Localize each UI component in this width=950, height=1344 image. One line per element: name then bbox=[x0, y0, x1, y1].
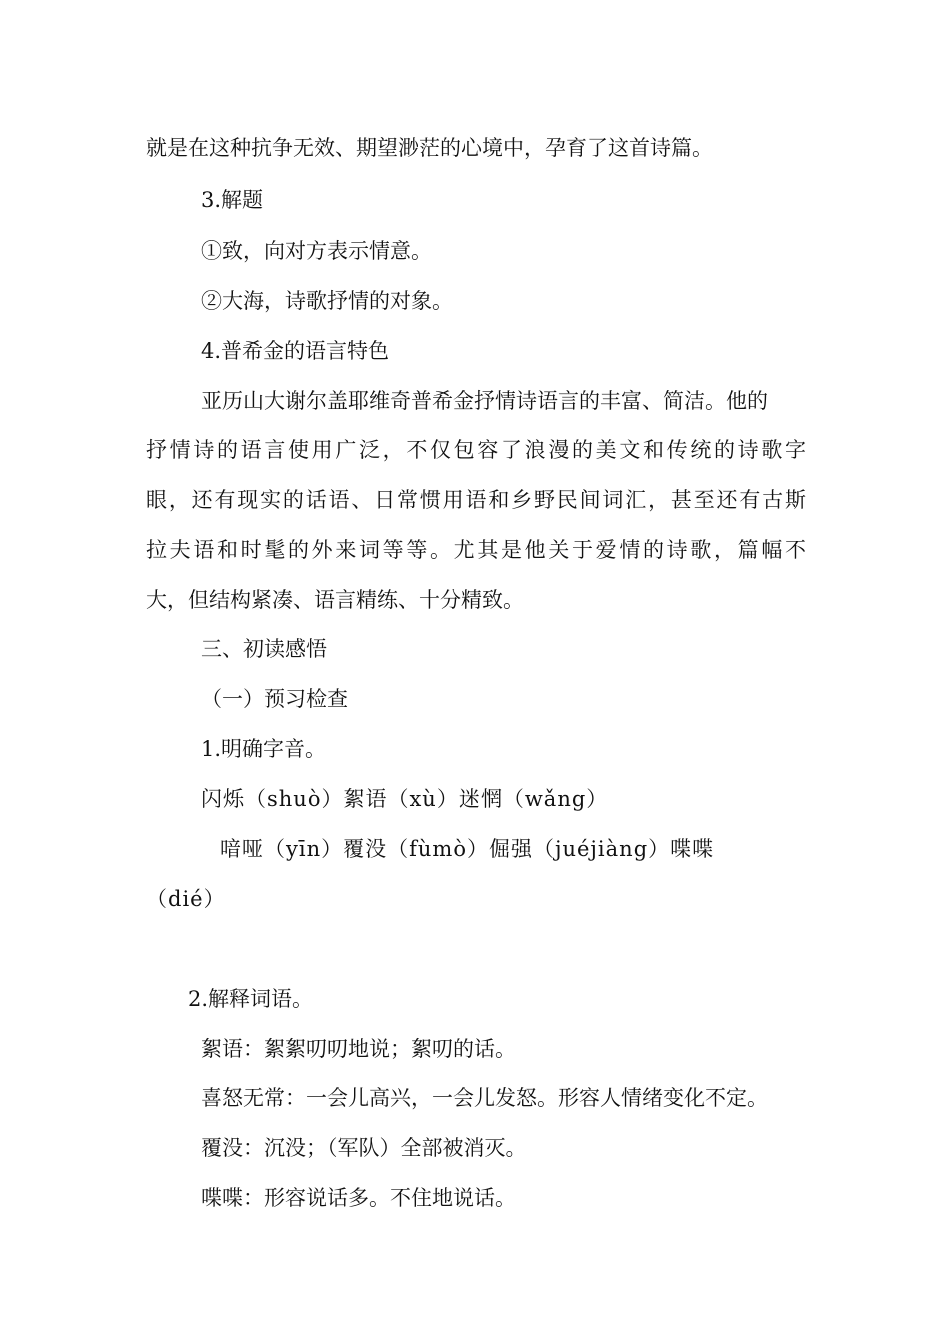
pronunciation-heading: 1.明确字音。 bbox=[201, 737, 327, 761]
section3-heading: 3.解题 bbox=[201, 188, 264, 212]
part3-heading: 三、初读感悟 bbox=[201, 637, 327, 661]
vocabulary-entry: 覆没：沉没；（军队）全部被消灭。 bbox=[201, 1136, 527, 1160]
pronunciation-line-2: 喑哑（yīn）覆没（fùmò）倔强（juéjiàng）喋喋 bbox=[220, 837, 715, 861]
paragraph-line-5: 大，但结构紧凑、语言精练、十分精致。 bbox=[146, 588, 524, 612]
section3-item-1: ①致，向对方表示情意。 bbox=[201, 239, 432, 263]
vocabulary-entry: 喋喋：形容说话多。不住地说话。 bbox=[201, 1186, 516, 1210]
intro-line: 就是在这种抗争无效、期望渺茫的心境中，孕育了这首诗篇。 bbox=[146, 136, 713, 160]
pronunciation-line-3: （dié） bbox=[146, 887, 226, 911]
vocabulary-heading: 2.解释词语。 bbox=[188, 987, 314, 1011]
section3-item-2: ②大海，诗歌抒情的对象。 bbox=[201, 289, 453, 313]
pronunciation-line-1: 闪烁（shuò）絮语（xù）迷惘（wǎng） bbox=[201, 787, 609, 811]
paragraph-line-4: 拉夫语和时髦的外来词等等。尤其是他关于爱情的诗歌，篇幅不 bbox=[146, 538, 806, 562]
paragraph-line-3: 眼，还有现实的话语、日常惯用语和乡野民间词汇，甚至还有古斯 bbox=[146, 488, 806, 512]
section4-heading: 4.普希金的语言特色 bbox=[201, 339, 390, 363]
part3-subheading: （一）预习检查 bbox=[201, 687, 348, 711]
paragraph-line-1: 亚历山大谢尔盖耶维奇普希金抒情诗语言的丰富、简洁。他的 bbox=[201, 389, 768, 413]
vocabulary-entry: 喜怒无常：一会儿高兴，一会儿发怒。形容人情绪变化不定。 bbox=[201, 1086, 768, 1110]
paragraph-line-2: 抒情诗的语言使用广泛，不仅包容了浪漫的美文和传统的诗歌字 bbox=[146, 438, 806, 462]
vocabulary-entry: 絮语：絮絮叨叨地说；絮叨的话。 bbox=[201, 1037, 516, 1061]
